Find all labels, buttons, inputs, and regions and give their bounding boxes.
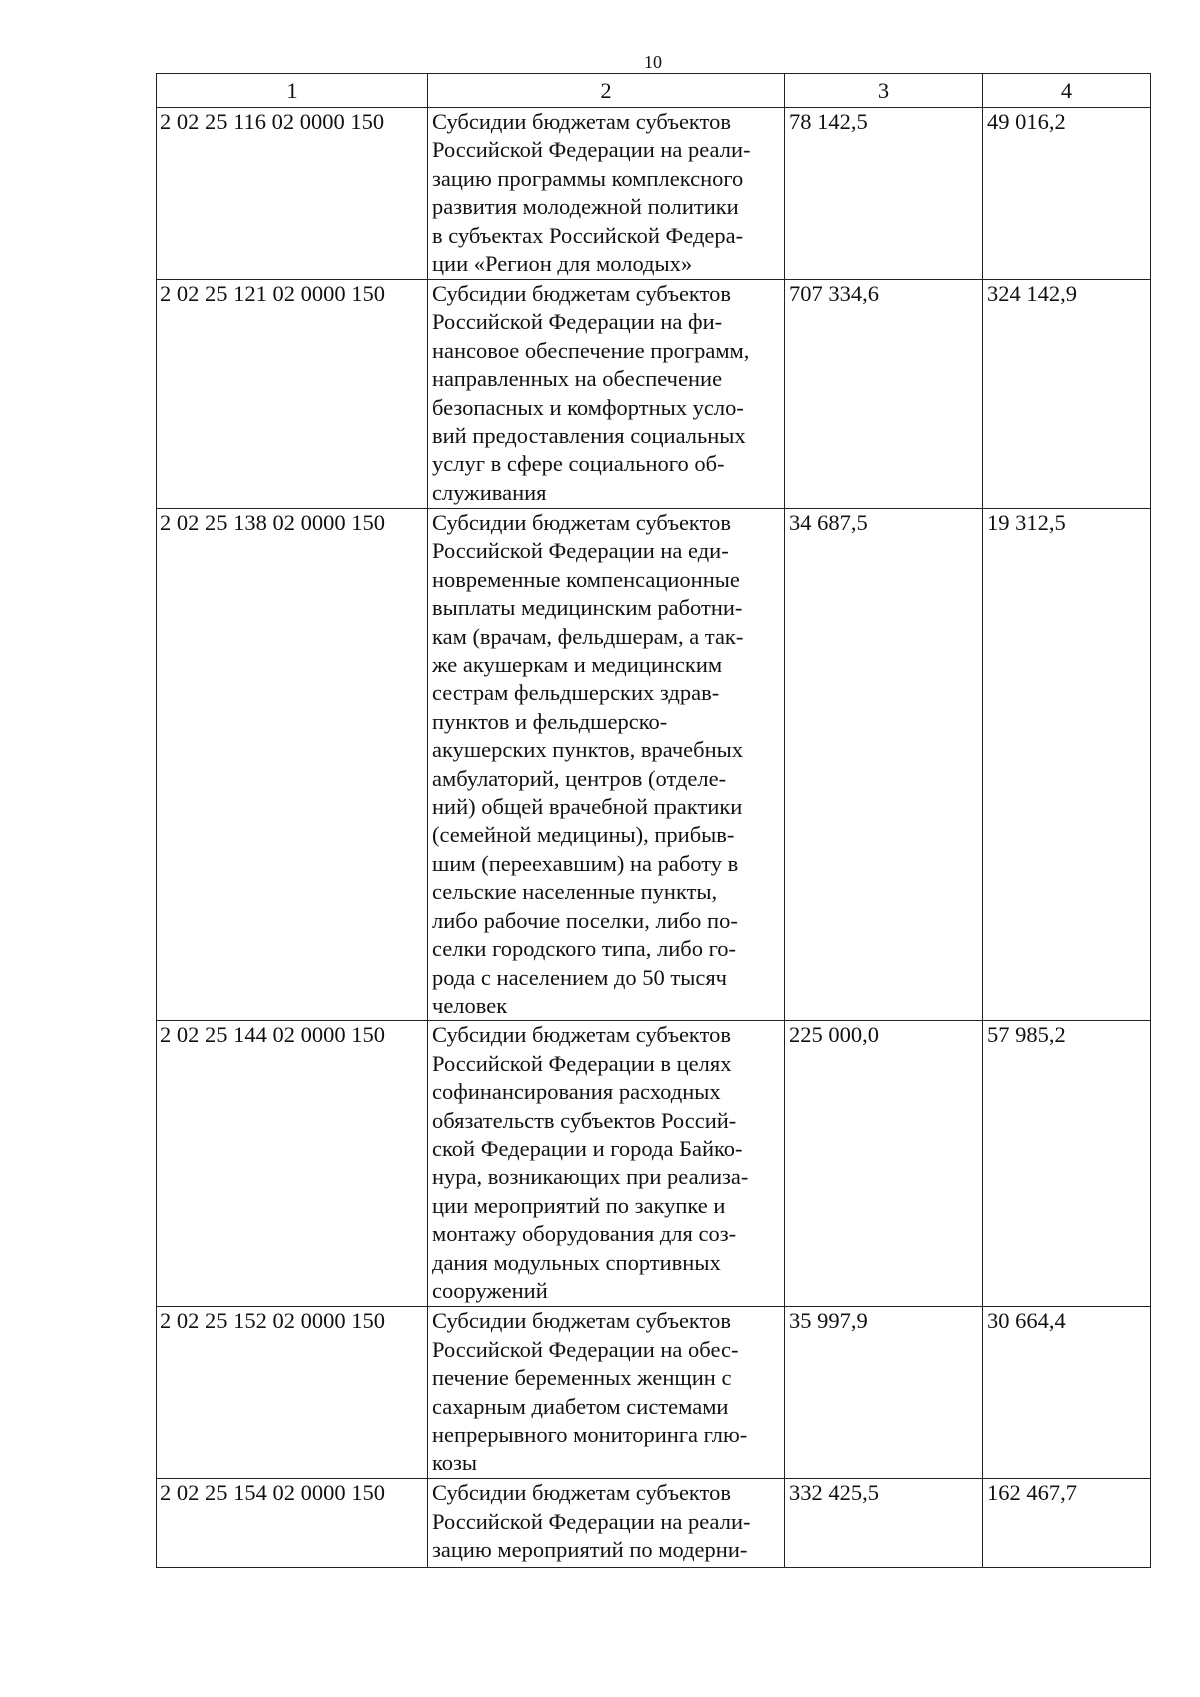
budget-code: 2 02 25 116 02 0000 150 [157, 108, 428, 280]
budget-code: 2 02 25 121 02 0000 150 [157, 280, 428, 509]
description-line: услуг в сфере социального об- [432, 451, 725, 477]
description-line: кам (врачам, фельдшерам, а так- [432, 623, 744, 649]
description-line: Российской Федерации на обес- [432, 1336, 739, 1362]
description-line: Российской Федерации на фи- [432, 309, 723, 335]
description-line: Субсидии бюджетам субъектов [432, 1480, 731, 1506]
description-line: Российской Федерации на реали- [432, 137, 751, 163]
description-line: зацию программы комплексного [432, 165, 744, 191]
amount-column-3: 35 997,9 [785, 1307, 983, 1479]
column-header-3: 3 [785, 74, 983, 108]
table-row [157, 108, 1151, 280]
column-header-1: 1 [157, 74, 428, 108]
description-line: Российской Федерации на еди- [432, 538, 729, 564]
description-line: новременные компенсационные [432, 566, 740, 592]
amount-column-3: 34 687,5 [785, 509, 983, 1021]
description-line: ний) общей врачебной практики [432, 794, 743, 820]
description-line: Субсидии бюджетам субъектов [432, 510, 731, 535]
description-line: выплаты медицинским работни- [432, 595, 743, 621]
description-line: селки городского типа, либо го- [432, 936, 737, 962]
budget-code: 2 02 25 138 02 0000 150 [157, 509, 428, 1021]
description-line: (семейной медицины), прибыв- [432, 822, 735, 848]
description-line: печение беременных женщин с [432, 1365, 732, 1391]
description-line: ции мероприятий по закупке и [432, 1192, 726, 1218]
description-line: сооружений [432, 1277, 548, 1303]
description-cell [428, 509, 785, 1021]
amount-column-3: 78 142,5 [785, 108, 983, 280]
description-line: безопасных и комфортных усло- [432, 394, 744, 420]
description-cell [428, 1307, 785, 1479]
table-row [157, 1307, 1151, 1479]
description-line: дания модульных спортивных [432, 1249, 721, 1275]
amount-column-4: 162 467,7 [983, 1479, 1151, 1568]
description-line: нансовое обеспечение программ, [432, 337, 750, 363]
description-line: Субсидии бюджетам субъектов [432, 1022, 731, 1048]
description-line: ции «Регион для молодых» [432, 251, 693, 277]
description-line: рода с населением до 50 тысяч [432, 964, 727, 990]
page-number: 10 [644, 52, 662, 72]
description-line: амбулаторий, центров (отделе- [432, 765, 727, 791]
amount-column-4: 324 142,9 [983, 280, 1151, 509]
table-row [157, 509, 1151, 1021]
description-line: Российской Федерации на реали- [432, 1508, 751, 1534]
description-line: же акушеркам и медицинским [432, 652, 723, 678]
description-line: нура, возникающих при реализа- [432, 1164, 749, 1190]
description-line: софинансирования расходных [432, 1079, 721, 1105]
amount-column-3: 225 000,0 [785, 1021, 983, 1307]
description-line: в субъектах Российской Федера- [432, 222, 744, 248]
description-line: сестрам фельдшерских здрав- [432, 680, 720, 706]
amount-column-3: 707 334,6 [785, 280, 983, 509]
description-line: Субсидии бюджетам субъектов [432, 1308, 731, 1334]
description-line: пунктов и фельдшерско- [432, 708, 668, 734]
description-cell [428, 280, 785, 509]
description-line: вий предоставления социальных [432, 423, 746, 449]
column-header-2: 2 [428, 74, 785, 108]
description-cell [428, 1479, 785, 1568]
amount-column-4: 57 985,2 [983, 1021, 1151, 1307]
budget-code: 2 02 25 152 02 0000 150 [157, 1307, 428, 1479]
table-row [157, 280, 1151, 509]
description-line: акушерских пунктов, врачебных [432, 737, 743, 763]
description-line: козы [432, 1450, 478, 1476]
budget-table [156, 73, 1151, 1568]
table-header-row [157, 74, 1151, 108]
description-cell [428, 1021, 785, 1307]
description-line: либо рабочие поселки, либо по- [432, 907, 738, 933]
budget-code: 2 02 25 144 02 0000 150 [157, 1021, 428, 1307]
budget-code: 2 02 25 154 02 0000 150 [157, 1479, 428, 1568]
column-header-4: 4 [983, 74, 1151, 108]
description-line: зацию мероприятий по модерни- [432, 1537, 748, 1563]
amount-column-4: 49 016,2 [983, 108, 1151, 280]
description-line: направленных на обеспечение [432, 366, 723, 392]
description-line: Субсидии бюджетам субъектов [432, 109, 731, 134]
description-line: Субсидии бюджетам субъектов [432, 281, 731, 306]
description-line: развития молодежной политики [432, 194, 739, 220]
description-line: обязательств субъектов Россий- [432, 1107, 737, 1133]
description-line: шим (переехавшим) на работу в [432, 850, 739, 876]
amount-column-4: 19 312,5 [983, 509, 1151, 1021]
description-line: сахарным диабетом системами [432, 1393, 729, 1419]
table-row [157, 1479, 1151, 1568]
description-line: сельские населенные пункты, [432, 879, 718, 905]
amount-column-4: 30 664,4 [983, 1307, 1151, 1479]
table-row [157, 1021, 1151, 1307]
description-line: ской Федерации и города Байко- [432, 1135, 743, 1161]
description-line: монтажу оборудования для соз- [432, 1221, 737, 1247]
description-line: служивания [432, 479, 547, 505]
description-line: человек [432, 992, 508, 1018]
description-cell [428, 108, 785, 280]
description-line: непрерывного мониторинга глю- [432, 1421, 748, 1447]
amount-column-3: 332 425,5 [785, 1479, 983, 1568]
description-line: Российской Федерации в целях [432, 1050, 732, 1076]
